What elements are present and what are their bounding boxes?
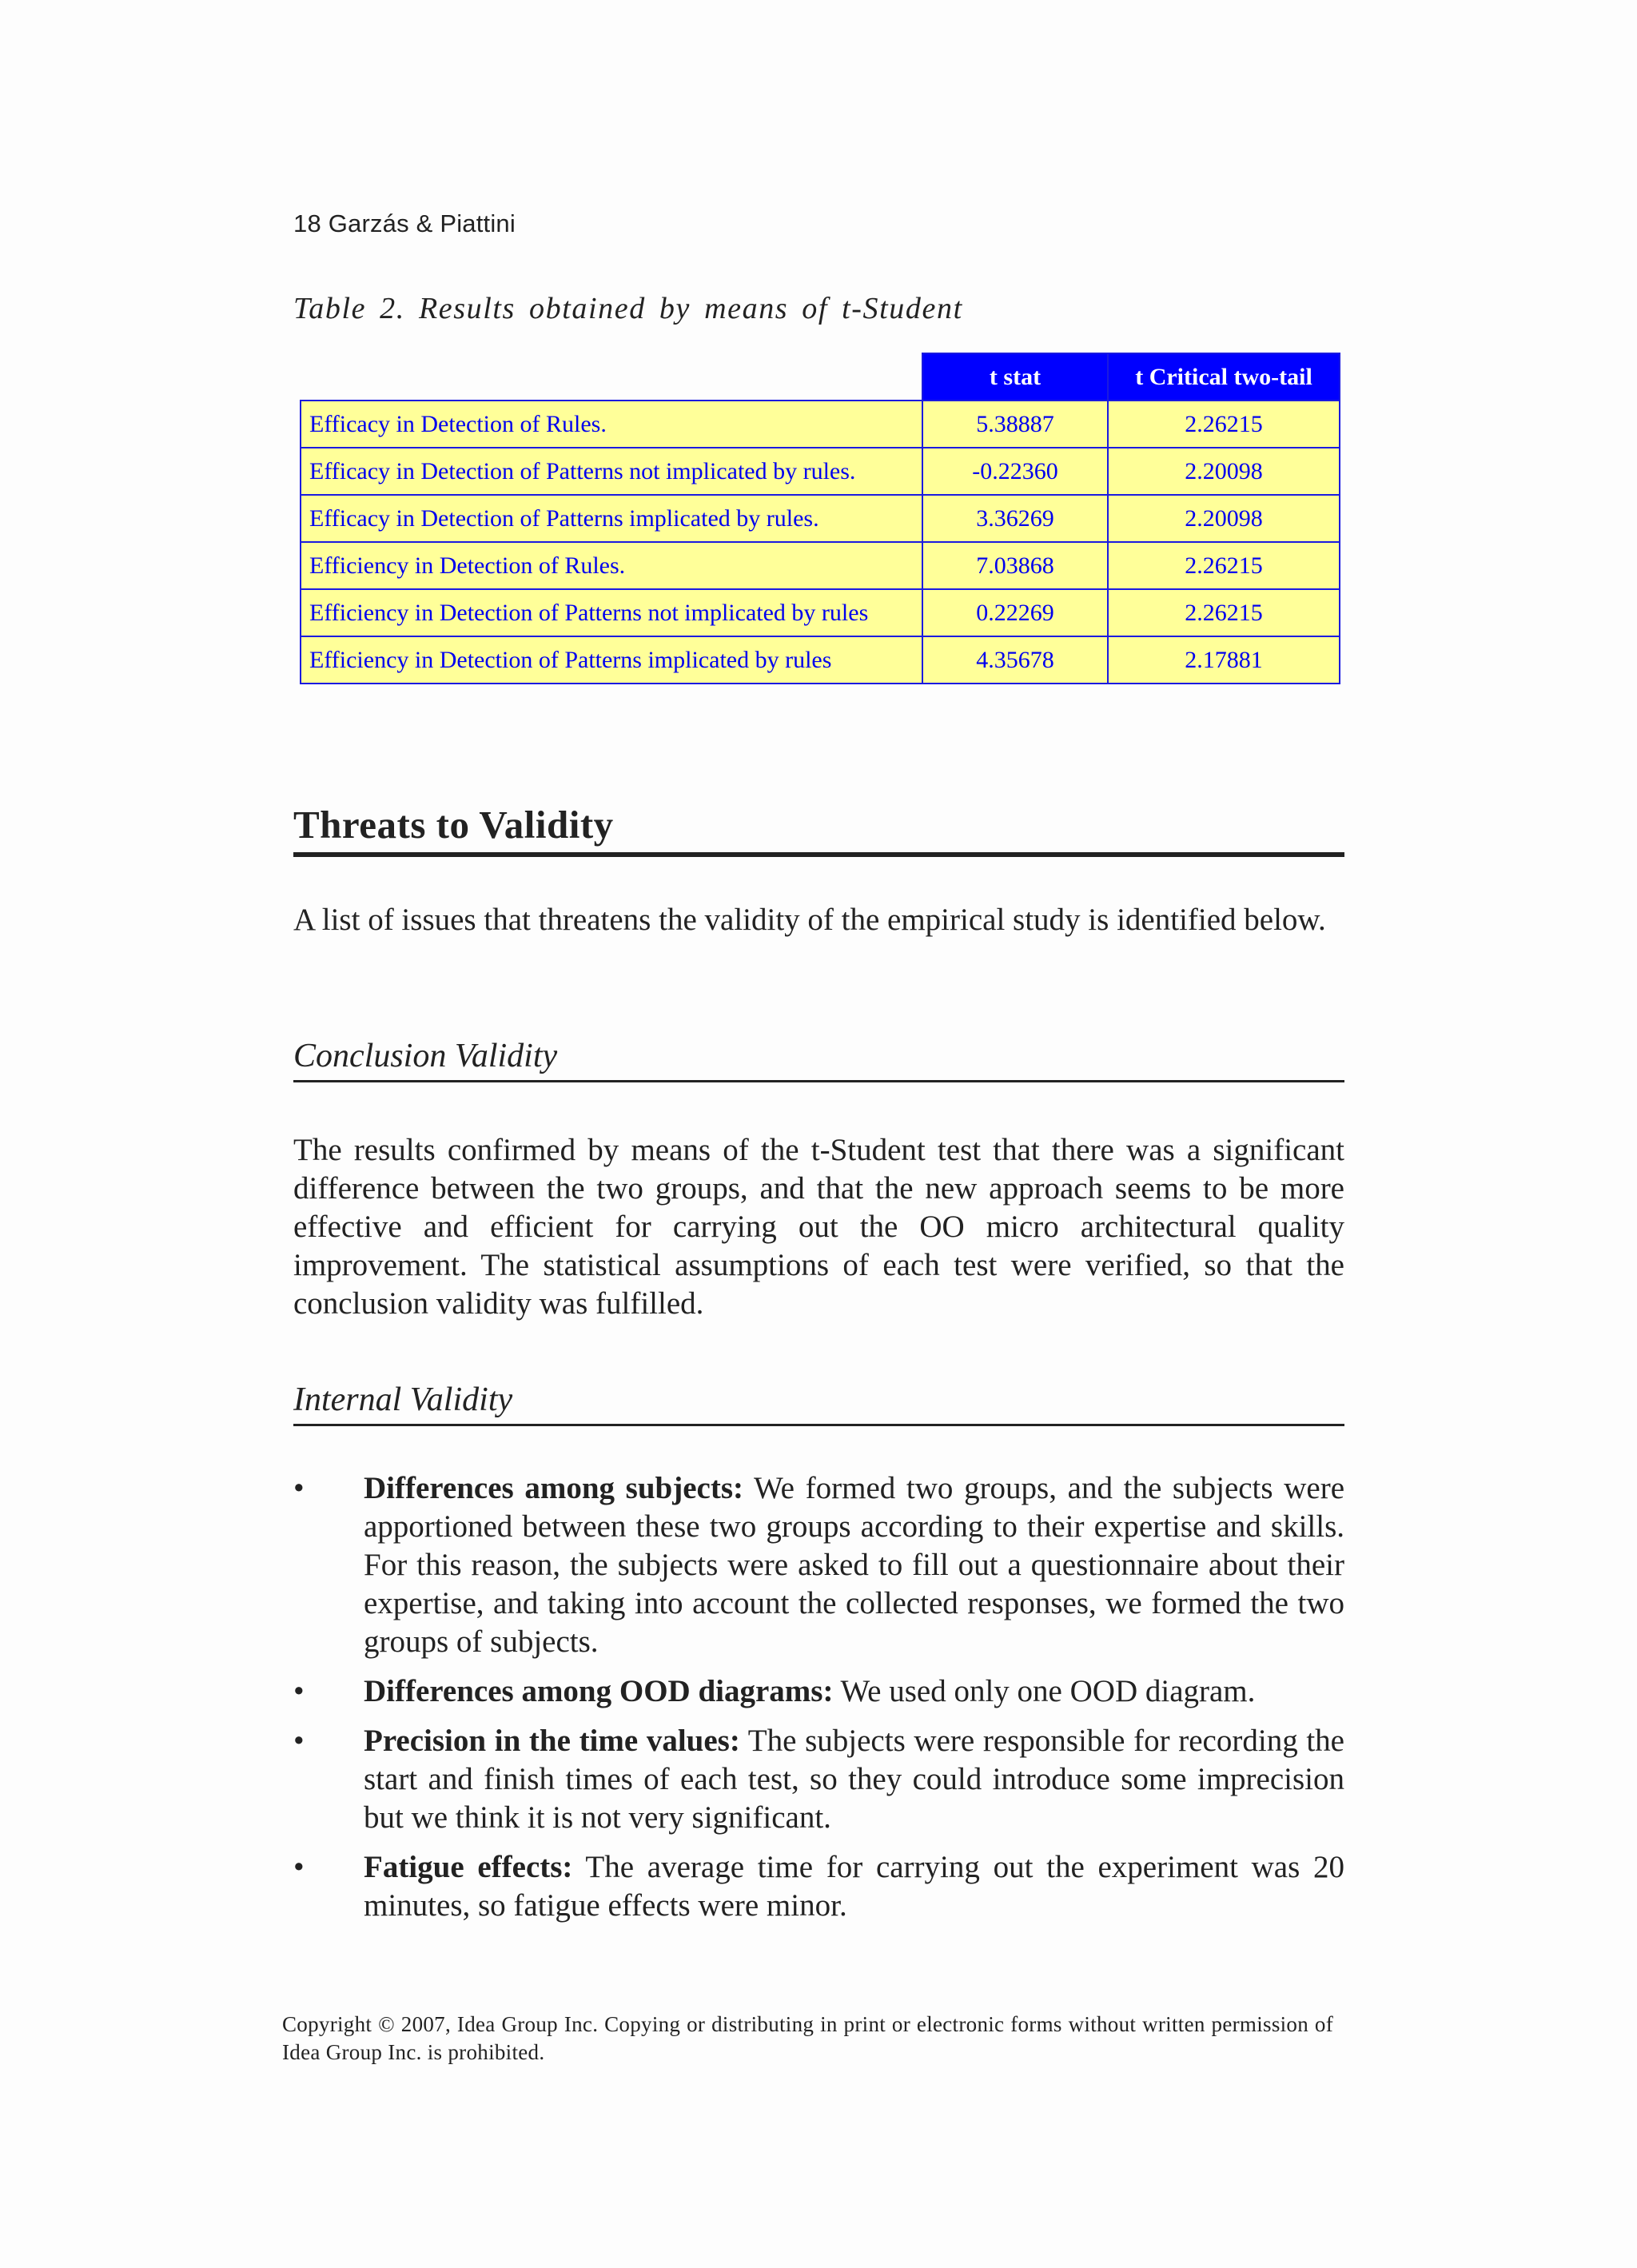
bullet-text: The average time for carrying out the experiment was 20 minutes, so fatigue effects were minor. [364,1850,1345,1923]
bullet-icon: • [293,1674,305,1708]
list-item [293,1722,1344,1837]
internal-validity-list [293,1469,1344,1936]
header-blank-cell [301,353,922,401]
t-critical-value: 2.17881 [1108,636,1340,684]
t-stat-value: 7.03868 [922,542,1108,589]
row-label: Efficiency in Detection of Patterns implicated by rules [301,636,922,684]
bullet-icon: • [293,1724,305,1758]
table-row [301,401,1340,448]
bullet-title: Differences among OOD diagrams: [364,1674,834,1708]
bullet-title: Precision in the time values: [364,1724,740,1758]
bullet-icon: • [293,1471,305,1505]
bullet-text: The subjects were responsible for recording the start and finish times of each test, so they could introduce some imprecision but we think it is not very significant. [364,1724,1344,1835]
conclusion-validity-paragraph: The results confirmed by means of the t-Student test that there was a significant difference between the two groups, and that the new approach seems to be more effective and efficient for carrying out the OO micro architectural quality improvement. The statistical assumptions of each test were verified, so that the conclusion validity was fulfilled. [293,1133,1344,1321]
copyright-notice: Copyright © 2007, Idea Group Inc. Copying or distributing in print or electronic forms without written permission of Idea Group Inc. is prohibited. [282,2012,1333,2064]
intro-paragraph: A list of issues that threatens the validity of the empirical study is identified below. [293,903,1326,937]
table-row [301,542,1340,589]
row-label: Efficacy in Detection of Patterns implicated by rules. [301,495,922,542]
t-critical-value: 2.26215 [1108,401,1340,448]
t-critical-value: 2.26215 [1108,542,1340,589]
table-row [301,495,1340,542]
table-caption: Table 2. Results obtained by means of t-Student [293,292,963,325]
bullet-text: We formed two groups, and the subjects were apportioned between these two groups according to their expertise and skills. For this reason, the subjects were asked to fill out a questionnaire about their expertise, and taking into account the collected responses, we formed the two groups of subjects. [364,1471,1345,1659]
list-item [293,1848,1344,1925]
t-critical-value: 2.20098 [1108,495,1340,542]
bullet-icon: • [293,1850,305,1884]
t-stat-value: 0.22269 [922,589,1108,636]
section-heading: Threats to Validity [293,802,1344,857]
internal-validity-heading: Internal Validity [293,1381,1344,1426]
table-row [301,448,1340,495]
t-stat-value: -0.22360 [922,448,1108,495]
table-row [301,636,1340,684]
table-row [301,589,1340,636]
t-stat-value: 5.38887 [922,401,1108,448]
list-item [293,1469,1344,1661]
t-critical-value: 2.26215 [1108,589,1340,636]
t-critical-value: 2.20098 [1108,448,1340,495]
list-item [293,1672,1344,1711]
conclusion-validity-heading: Conclusion Validity [293,1037,1344,1082]
t-stat-value: 3.36269 [922,495,1108,542]
header-t-critical: t Critical two-tail [1108,353,1340,401]
t-stat-value: 4.35678 [922,636,1108,684]
results-table [300,353,1340,684]
row-label: Efficacy in Detection of Patterns not implicated by rules. [301,448,922,495]
running-head: 18 Garzás & Piattini [293,209,516,237]
bullet-title: Fatigue effects: [364,1850,573,1884]
bullet-title: Differences among subjects: [364,1471,744,1505]
header-t-stat: t stat [922,353,1108,401]
bullet-text: We used only one OOD diagram. [833,1674,1256,1708]
row-label: Efficiency in Detection of Patterns not implicated by rules [301,589,922,636]
row-label: Efficacy in Detection of Rules. [301,401,922,448]
row-label: Efficiency in Detection of Rules. [301,542,922,589]
table-header-row [301,353,1340,401]
